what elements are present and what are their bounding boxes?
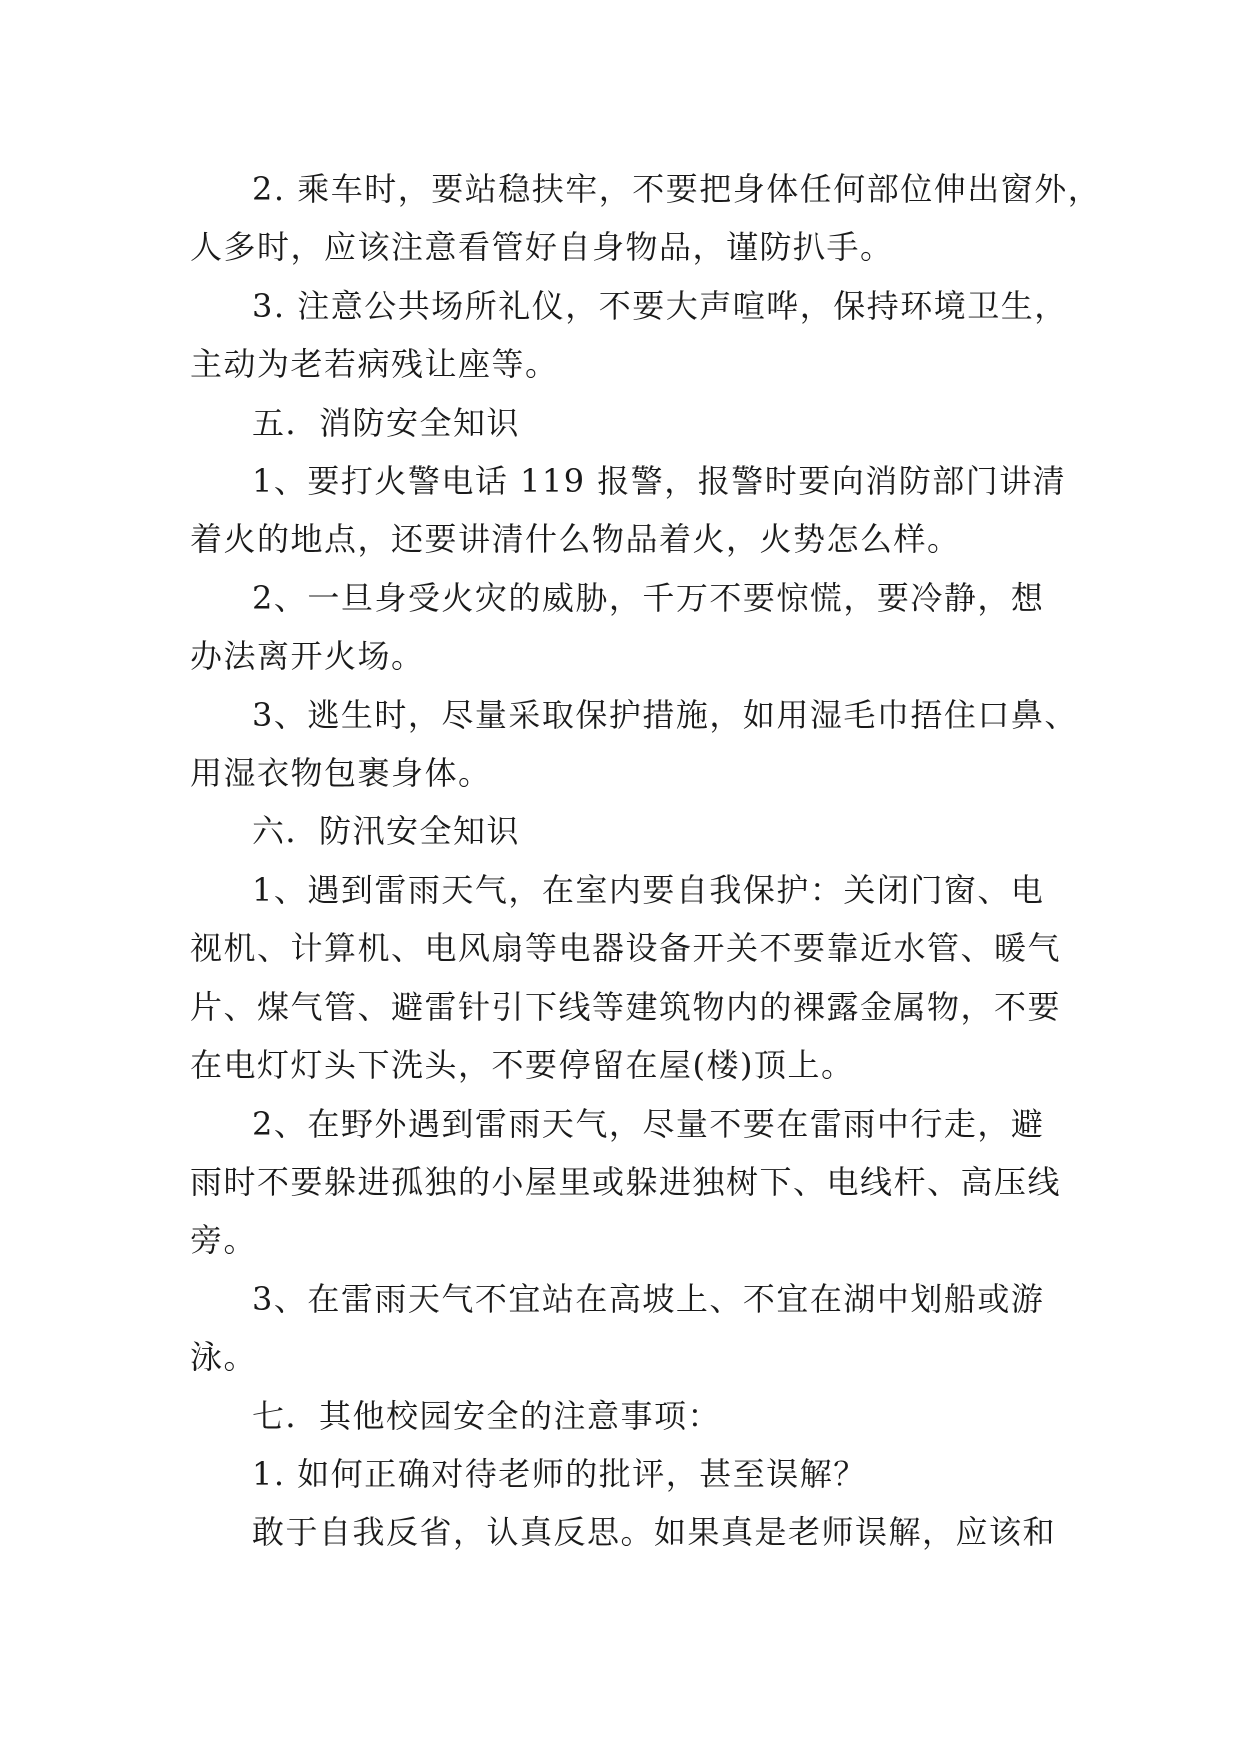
text-line: 旁。 (190, 1221, 258, 1260)
text-line: 片、煤气管、避雷针引下线等建筑物内的裸露金属物，不要 (190, 987, 1062, 1026)
text-line: 1. 如何正确对待老师的批评，甚至误解？ (252, 1454, 867, 1493)
text-line: 2、在野外遇到雷雨天气，尽量不要在雷雨中行走，避 (252, 1104, 1045, 1143)
text-line: 人多时，应该注意看管好自身物品，谨防扒手。 (190, 228, 894, 267)
text-line: 用湿衣物包裹身体。 (190, 754, 492, 793)
text-line: 五．消防安全知识 (252, 403, 521, 442)
text-line: 七．其他校园安全的注意事项： (252, 1396, 722, 1435)
text-line: 3、在雷雨天气不宜站在高坡上、不宜在湖中划船或游 (252, 1279, 1045, 1318)
text-line: 2、一旦身受火灾的威胁，千万不要惊慌，要冷静，想 (252, 578, 1045, 617)
text-line: 1、遇到雷雨天气，在室内要自我保护：关闭门窗、电 (252, 870, 1045, 909)
text-line: 泳。 (190, 1338, 258, 1377)
text-line: 着火的地点，还要讲清什么物品着火，火势怎么样。 (190, 520, 961, 559)
text-line: 3. 注意公共场所礼仪，不要大声喧哗，保持环境卫生， (252, 286, 1068, 325)
text-line: 主动为老若病残让座等。 (190, 345, 559, 384)
text-line: 在电灯灯头下洗头，不要停留在屋(楼)顶上。 (190, 1046, 855, 1085)
text-line: 雨时不要躲进孤独的小屋里或躲进独树下、电线杆、高压线 (190, 1162, 1062, 1201)
text-line: 1、要打火警电话 119 报警，报警时要向消防部门讲清 (252, 462, 1067, 501)
text-line: 敢于自我反省，认真反思。如果真是老师误解，应该和 (252, 1513, 1057, 1552)
body-text (190, 160, 1102, 1562)
text-line: 六．防汛安全知识 (252, 812, 521, 851)
text-line: 3、逃生时，尽量采取保护措施，如用湿毛巾捂住口鼻、 (252, 695, 1078, 734)
text-line: 2. 乘车时，要站稳扶牢，不要把身体任何部位伸出窗外， (252, 170, 1102, 208)
text-line: 办法离开火场。 (190, 637, 425, 676)
text-line: 视机、计算机、电风扇等电器设备开关不要靠近水管、暖气 (190, 929, 1062, 968)
